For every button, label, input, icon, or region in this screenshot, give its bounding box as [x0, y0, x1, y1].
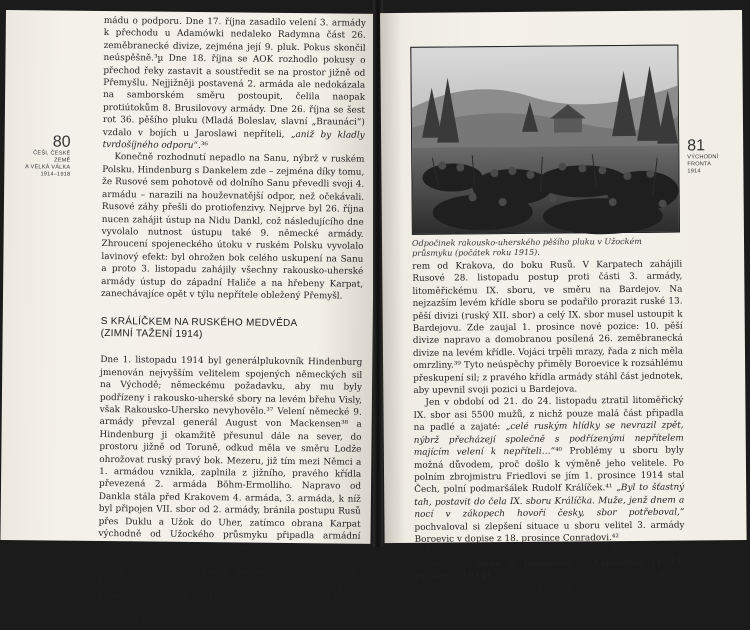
section-title	[101, 316, 363, 343]
soldiers-photo-illustration	[411, 46, 679, 234]
right-running-head-line-2: 1914	[687, 168, 701, 175]
right-paragraph-3-end: Počátkem prosince pokračovala ruská 3. armáda v prudkém náporu jižně od Krakova	[415, 569, 685, 595]
section-title-line-2: (ZIMNÍ TAŽENÍ 1914)	[100, 328, 203, 341]
right-running-head	[687, 138, 741, 175]
historical-photo	[410, 45, 680, 235]
left-running-head-line-2: A VELKÁ VÁLKA	[25, 164, 71, 171]
right-paragraph-3-bold: bitva u Limanowe – Lapanówa (1.–12. prosince 1914).	[414, 557, 685, 583]
left-text-column	[98, 15, 366, 630]
right-paragraph-2-quote: „celé ruským hlídky se nevrazil zpět, nýbrž přecházejí společně s podřízenými nepřítelem majícím velení k nepříteli…“	[413, 420, 684, 458]
left-page	[0, 10, 376, 627]
left-running-head	[18, 134, 70, 179]
left-paragraph-2: Konečně rozhodnutí nepadlo na Sanu, nýbrž v ruském Polsku. Hindenburg s Dankelem zde – zejména díky tomu, že Rusové sem pohotově od dolního Sanu převedli svoji 4. armádu – narazili na houževnatější odpor, než očekávali. Rusové záhy přešli do protiofenzivy. Nejprve byl 26. října nucen zahájit ústup na Nidu Dankl, což následujícího dne vyvolalo nutnost ústupu také 9. německé armády. Zhroucení spojeneckého útoku v ruském Polsku vyvolalo lavinový efekt: byl ohrožen bok celého uskupení na Sanu a proto 3. listopadu zahájily všechny rakousko-uherské armády ústup do západní Haliče a na hřebeny Karpat, zanechávajíce opět v týlu nepřítele obležený Přemyšl.	[100, 152, 365, 302]
left-running-head-line-3: 1914–1918	[40, 171, 71, 178]
right-paragraph-2	[413, 395, 684, 546]
right-paragraph-2-end: pochvaloval si zlepšení situace u sboru velitel 3. armády Boroevic v dopise z 18. prosince Conradovi.⁴²	[414, 520, 685, 545]
right-paragraph-2-start: Jen v období od 21. do 24. listopadu ztratil litoměřický IX. sbor asi 5500 mužů, z nichž pouze malá část připadla na padlé a zajaté:	[413, 395, 684, 434]
right-page-number: 81	[687, 137, 706, 155]
section-title-line-1: S KRÁLÍČKEM NA RUSKÉHO MEDVĚDA	[100, 316, 298, 330]
right-paragraph-3-start: Obrat v dosud nepříznivém vývoji zimního tažení přinesla až	[414, 544, 685, 570]
right-paragraph-1: rem od Krakova, do boku Rusů. V Karpatech zahájili Rusové 28. listopadu postup proti části 3. armády, litoměřickému IX. sboru, ve směru na Bardejov. Na nejzazším levém křídle sboru se podařilo prorazit ruské 13. pěší divizi (ruský XII. sbor) a celý IX. sbor musel ustoupit k Bardejovu. Zde zaujal 1. prosince nové pozice: 10. pěší divize napravo a domobranou posílená 26. zeměbranecká divize na levém křídle. Vojáci trpěli mrazy, řada z nich měla omrzliny.³⁹ Tyto neúspěchy přiměly Boroevice k rozsáhlému přeskupení sil; z pravého křídla armády stáhl část jednotek, aby upevnil svoji pozici u Bardejova.	[412, 259, 684, 396]
right-page	[380, 10, 747, 595]
left-paragraph-1	[103, 15, 366, 154]
right-running-head-line-1: VÝCHODNÍ FRONTA	[687, 154, 719, 168]
right-paragraph-2-mid: ⁴⁰ Problémy u sboru byly možná důvodem, proč došlo k výměně jeho velitele. Po polním zbrojmistru Friedlovi se jím 1. prosince 1914 stal Čech, polní podmaršálek Rudolf Králíček.⁴¹	[413, 445, 685, 496]
left-running-head-line-1: ČEŠI, ČESKÉ ZEMĚ	[33, 150, 71, 164]
right-paragraph-2-quote-2: „Byl to šťastný tah, postavit do čela IX. sboru Králíčka. Muže, jenž dnem a nocí v zákopech hovoří česky, sbor potřeboval,“	[414, 482, 685, 521]
left-paragraph-4: Spojenecké útoky po křídlech v ruském Polsku měly v druhé polovině listopadu pouze omezený úspěch: Mackensenově armádě se v prvních bitvě o Lodž nepodařilo uzavřít obklíčení zde soustředěných sil nepřítele, velký užitek nepřinesl ani útok 4. armády severním směrem	[97, 553, 361, 627]
right-text-column	[412, 259, 685, 596]
left-page-number: 80	[52, 133, 71, 151]
right-paragraph-3	[415, 544, 685, 596]
left-italic-quote: „aniž by kladly tvrdošíjného odporu“.	[102, 129, 365, 152]
left-paragraph-1-text: mádu o podporu. Dne 17. října zasadilo velení 3. armády k přechodu u Adamówki nedaleko Radymna část 26. zeměbranecké divize, zejména její 9. pluk. Pokus skončil neúspěšně.³µ Dne 18. října se AOK rozhodlo pokusy o přechod řeky zastavit a soustředit se na prostor jižně od Přemyšlu. Nejjižněji postavená 2. armáda ale nedokázala na samborském směru postoupit, čelila naopak protiútokům 8. Brusilovovy armády. Dne 26. října se šest rot 36. pěšího pluku (Mladá Boleslav, slavní „Braunáci“) vzdalo v bojích u Jaroslawi nepříteli,	[102, 16, 366, 140]
photo-caption: Odpočinek rakousko-uherského pěšího pluku v Užockém průsmyku (počátek roku 1915).	[411, 236, 642, 258]
left-quote-footnote: ³⁶	[200, 141, 208, 152]
left-paragraph-3: Dne 1. listopadu 1914 byl generálplukovník Hindenburg jmenován nejvyšším velitelem spojených německých sil na Východě; německému požadavku, aby mu byly podřízeny i rakousko-uherské sbory na levém břehu Visly, však Rakousko-Uhersko nevyhovělo.³⁷ Velení německé 9. armády převzal generál August von Mackensen³⁸ a Hindenburg ji okamžitě přesunul dále na sever, do prostoru jižně od Toruně, odkud měla ve směru Lodže ohrožovat ruský pravý bok. Mezeru, již tím mezi Němci a 1. armádou vznikla, zaplnila z jižního, pravého křídla převezená 2. armáda Böhm-Ermolliho. Napravo od Dankla stála před Krakovem 4. armáda, 3. armáda, k níž byl připojen VII. sbor od 2. armády, bránila postupu Rusů přes Duklu a Užok do Uher, zatímco obrana Karpat východně od Užockého průsmyku připadla armádní skupině generála Pflanzer-Baltina.	[98, 355, 363, 554]
